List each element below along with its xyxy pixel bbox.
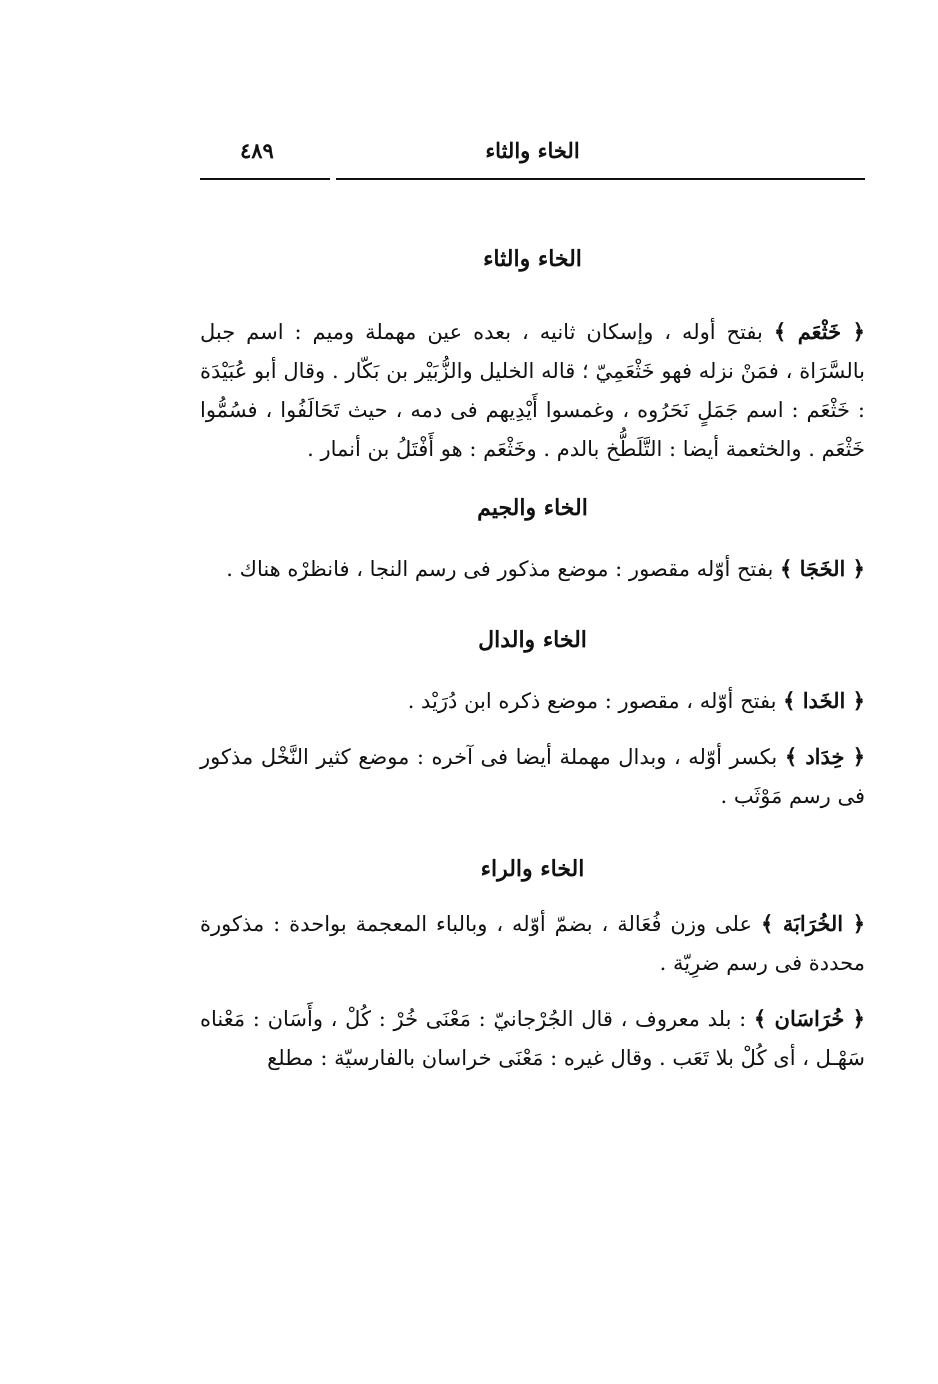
section-heading-kha-ra: الخاء والراء (480, 856, 585, 882)
running-title: الخاء والثاء (485, 138, 580, 163)
entry-term: ﴿ الخُرَابَة ﴾ (760, 911, 865, 936)
entry-khurasan (200, 999, 865, 1078)
entry-khidad (200, 737, 865, 816)
entry-text: بفتح أوّله مقصور : موضع مذكور فى رسم النجا ، فانظرْه هناك . (226, 557, 781, 581)
section-heading-kha-jim: الخاء والجيم (477, 495, 588, 521)
header-rule-gap (330, 174, 336, 182)
section-heading-kha-dal: الخاء والدال (478, 627, 587, 653)
entry-alkhada (200, 681, 865, 721)
entry-khatham (200, 312, 865, 469)
entry-text: بفتح أوله ، وإسكان ثانيه ، بعده عين مهملة وميم : اسم جبل بالسَّرَاة ، فمَنْ نزله فهو خَثْعَمِيّ ؛ قاله الخليل والزُّبَيْر بن بَكّار . وقال أبو عُبَيْدَة : خَثْعَم : اسم جَمَلٍ نَحَرُوه ، وغمسوا أَيْدِيهم فى دمه ، حيث تَحَالَفُوا ، فسُمُّوا خَثْعَم . والخثعمة أيضا : التَّلَطُّخ بالدم . وخَثْعَم : هو أَفْتَلُ بن أنمار . (200, 320, 865, 461)
section-heading-kha-tha: الخاء والثاء (483, 246, 582, 272)
header-rule (200, 178, 865, 180)
entry-text: على وزن فُعَالة ، بضمّ أوّله ، وبالباء المعجمة بواحدة : مذكورة محددة فى رسم ضرِيّة . (200, 912, 865, 975)
entry-term: ﴿ خَثْعَم ﴾ (773, 319, 865, 344)
entry-alkhaja (200, 549, 865, 589)
entry-term: ﴿ خِدَاد ﴾ (784, 744, 866, 769)
entry-text: : بلد معروف ، قال الجُرْجانيّ : مَعْنَى خُرْ : كُلْ ، وأَسَان : مَعْناه سَهْـل ، أى كُلْ بلا تَعَب . وقال غيره : مَعْنَى خراسان بالفارسيّة : مطلع (200, 1007, 865, 1070)
entry-text: بكسر أوّله ، وبدال مهملة أيضا فى آخره : موضع كثير النَّخْل مذكور فى رسم مَوْثَب . (200, 745, 865, 808)
entry-term: ﴿ الخَجَا ﴾ (780, 556, 865, 581)
running-head (200, 130, 865, 176)
page (200, 130, 865, 1078)
entry-term: ﴿ الخَدا ﴾ (783, 688, 865, 713)
page-number: ٤٨٩ (240, 138, 274, 163)
entry-text: بفتح أوّله ، مقصور : موضع ذكره ابن دُرَيْد . (407, 689, 784, 713)
entry-alkhuraba (200, 904, 865, 983)
entry-term: ﴿ خُرَاسَان ﴾ (753, 1006, 865, 1031)
